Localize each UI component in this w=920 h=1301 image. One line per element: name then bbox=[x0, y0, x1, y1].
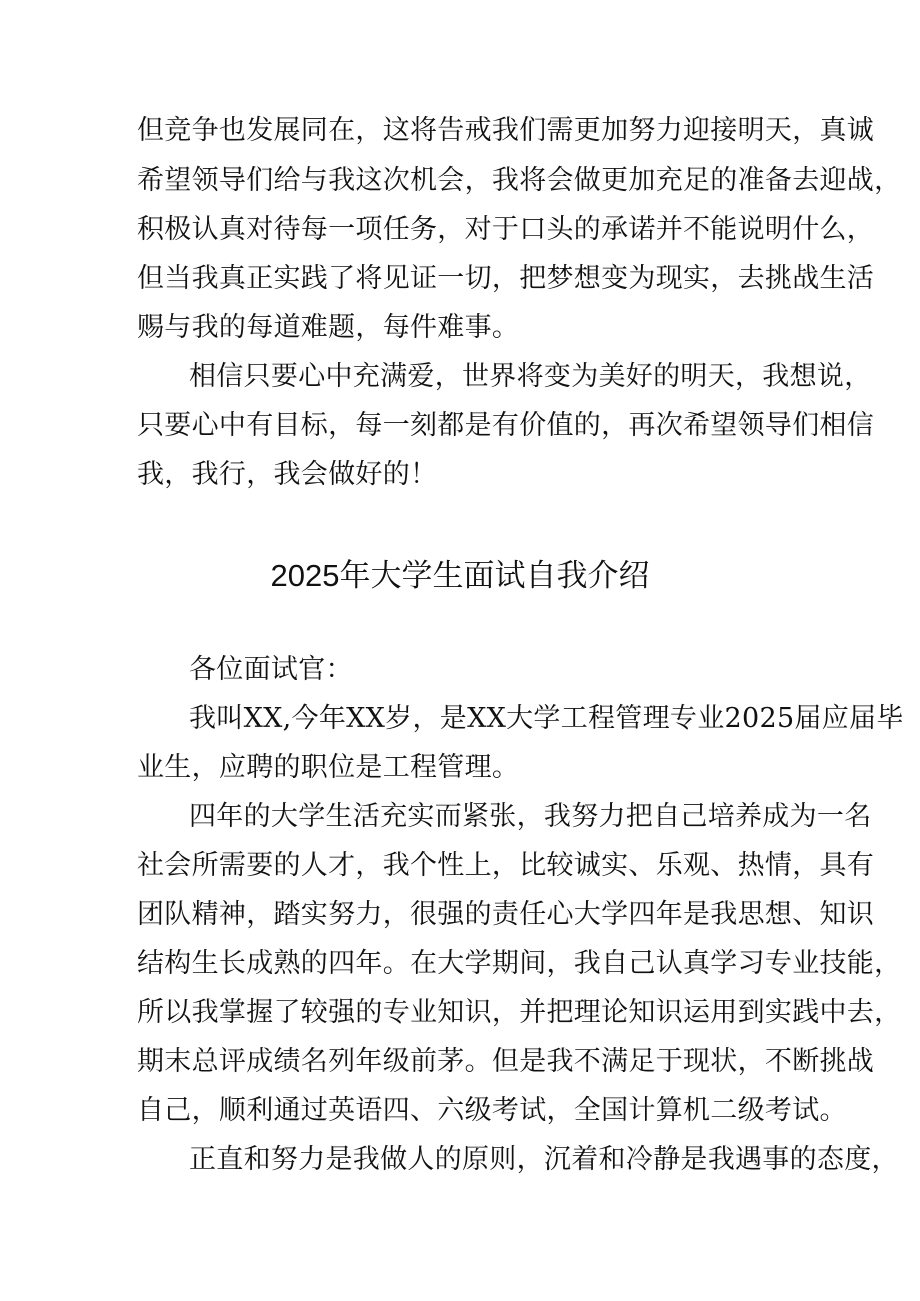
text-line: 结构生长成熟的四年。在大学期间，我自己认真学习专业技能， bbox=[137, 948, 902, 979]
text-line: 积极认真对待每一项任务，对于口头的承诺并不能说明什么， bbox=[137, 214, 875, 245]
text-line: 社会所需要的人才，我个性上，比较诚实、乐观、热情，具有 bbox=[137, 850, 875, 881]
text-line: 所以我掌握了较强的专业知识，并把理论知识运用到实践中去， bbox=[137, 997, 902, 1028]
text-line: 期末总评成绩名列年级前茅。但是我不满足于现状，不断挑战 bbox=[137, 1046, 875, 1077]
text-line: 赐与我的每道难题，每件难事。 bbox=[137, 312, 520, 343]
text-line: 但当我真正实践了将见证一切，把梦想变为现实，去挑战生活 bbox=[137, 263, 875, 294]
text-line: 但竞争也发展同在，这将告戒我们需更加努力迎接明天，真诚 bbox=[137, 115, 875, 146]
text-line: 我叫XX,今年XX岁，是XX大学工程管理专业2025届应届毕 bbox=[189, 703, 904, 734]
text-line: 希望领导们给与我这次机会，我将会做更加充足的准备去迎战， bbox=[137, 165, 902, 196]
text-line: 相信只要心中充满爱，世界将变为美好的明天，我想说， bbox=[189, 361, 872, 392]
document-title: 2025年大学生面试自我介绍 bbox=[270, 558, 650, 593]
text-line: 四年的大学生活充实而紧张，我努力把自己培养成为一名 bbox=[189, 801, 872, 832]
text-line: 业生，应聘的职位是工程管理。 bbox=[137, 752, 520, 783]
salutation: 各位面试官： bbox=[189, 654, 353, 685]
text-line: 自己，顺利通过英语四、六级考试，全国计算机二级考试。 bbox=[137, 1095, 847, 1126]
text-line: 我，我行，我会做好的！ bbox=[137, 459, 438, 490]
text-line: 只要心中有目标，每一刻都是有价值的，再次希望领导们相信 bbox=[137, 410, 875, 441]
text-line: 正直和努力是我做人的原则，沉着和冷静是我遇事的态度， bbox=[189, 1144, 899, 1175]
text-line: 团队精神，踏实努力，很强的责任心大学四年是我思想、知识 bbox=[137, 899, 875, 930]
